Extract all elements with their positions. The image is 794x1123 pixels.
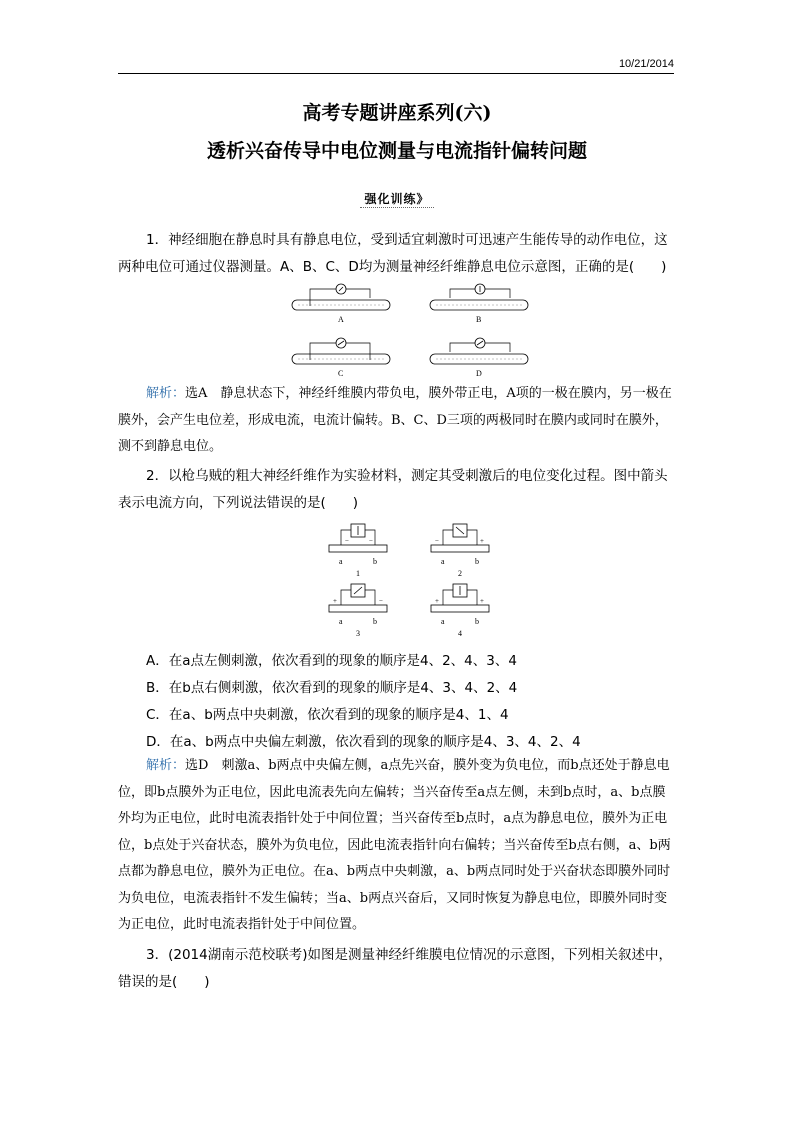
question-2: 2．以枪乌贼的粗大神经纤维作为实验材料，测定其受刺激后的电位变化过程。图中箭头表示电流方向，下列说法错误的是( ) bbox=[118, 468, 668, 511]
diagram-4 bbox=[431, 584, 489, 637]
svg-text:+: + bbox=[480, 537, 484, 545]
svg-text:+: + bbox=[435, 597, 439, 605]
svg-text:−: − bbox=[369, 537, 373, 545]
question-2-analysis bbox=[118, 753, 678, 939]
diagram-b bbox=[430, 284, 528, 324]
question-2-option-c: C．在a、b两点中央刺激，依次看到的现象的顺序是4、1、4 bbox=[146, 707, 509, 723]
question-2-option-d: D．在a、b两点中央偏左刺激，依次看到的现象的顺序是4、3、4、2、4 bbox=[146, 734, 581, 750]
header-rule bbox=[118, 73, 674, 74]
diagram-1-point-a: a bbox=[339, 557, 343, 566]
svg-text:−: − bbox=[379, 597, 383, 605]
diagram-2-label: 2 bbox=[458, 569, 462, 578]
question-3: 3．(2014湖南示范校联考)如图是测量神经纤维膜电位情况的示意图，下列相关叙述中，错误的是( ) bbox=[118, 947, 672, 990]
question-1-analysis-text: 选A 静息状态下，神经纤维膜内带负电，膜外带正电，A项的一极在膜内，另一极在膜外，会产生电位差，形成电流，电流计偏转。B、C、D三项的两极同时在膜内或同时在膜外，测不到静息电位。 bbox=[118, 386, 672, 454]
svg-text:−: − bbox=[345, 537, 349, 545]
question-2-analysis-label: 解析： bbox=[146, 758, 186, 773]
svg-text:+: + bbox=[480, 597, 484, 605]
diagram-3-point-b: b bbox=[373, 617, 377, 626]
question-1-analysis bbox=[118, 381, 678, 461]
diagram-1-label: 1 bbox=[356, 569, 360, 578]
diagram-2-point-b: b bbox=[475, 557, 479, 566]
diagram-2-point-a: a bbox=[441, 557, 445, 566]
diagram-a-label: A bbox=[338, 315, 344, 324]
header-date: 10/21/2014 bbox=[618, 58, 674, 70]
question-2-analysis-text: 选D 刺激a、b两点中央偏左侧，a点先兴奋，膜外变为负电位，而b点还处于静息电位，即b点膜外为正电位，因此电流表先向左偏转；当兴奋传至a点左侧，未到b点时，a、b点膜外均为正电位，此时电流表指针处于中间位置；当兴奋传至b点时，a点为静息电位，膜外为正电位，b点处于兴奋状态，膜外为负电位，因此电流表指针向右偏转；当兴奋传至b点右侧，a、b两点都为静息电位，膜外为正电位。在a、b两点中央刺激，a、b两点同时处于兴奋状态即膜外同时为负电位，电流表指针不发生偏转；当a、b两点兴奋后，又同时恢复为静息电位，即膜外同时变为正电位，此时电流表指针处于中间位置。 bbox=[118, 758, 671, 932]
diagram-1-point-b: b bbox=[373, 557, 377, 566]
diagram-a bbox=[292, 284, 390, 324]
practice-badge-text: 强化训练》 bbox=[360, 190, 433, 208]
diagram-1 bbox=[329, 524, 387, 578]
svg-text:+: + bbox=[333, 597, 337, 605]
diagram-d bbox=[430, 338, 528, 378]
diagram-4-label: 4 bbox=[458, 629, 462, 637]
question-1-analysis-label: 解析： bbox=[146, 386, 186, 401]
diagram-c bbox=[292, 338, 390, 378]
question-1-figure bbox=[280, 282, 530, 384]
svg-text:−: − bbox=[435, 537, 439, 545]
topic-title: 透析兴奋传导中电位测量与电流指针偏转问题 bbox=[206, 140, 587, 162]
diagram-3-point-a: a bbox=[339, 617, 343, 626]
diagram-2 bbox=[431, 524, 489, 578]
question-1: 1．神经细胞在静息时具有静息电位，受到适宜刺激时可迅速产生能传导的动作电位，这两种电位可通过仪器测量。A、B、C、D均为测量神经纤维静息电位示意图，正确的是( ) bbox=[118, 232, 668, 275]
diagram-4-point-b: b bbox=[475, 617, 479, 626]
diagram-3-label: 3 bbox=[356, 629, 360, 637]
practice-badge bbox=[0, 190, 794, 208]
diagram-c-label: C bbox=[338, 369, 344, 378]
series-title: 高考专题讲座系列(六) bbox=[302, 102, 492, 124]
diagram-b-label: B bbox=[476, 315, 482, 324]
diagram-4-point-a: a bbox=[441, 617, 445, 626]
question-2-option-b: B．在b点右侧刺激，依次看到的现象的顺序是4、3、4、2、4 bbox=[146, 680, 518, 696]
question-2-option-a: A．在a点左侧刺激，依次看到的现象的顺序是4、2、4、3、4 bbox=[146, 653, 517, 669]
question-2-figure bbox=[325, 521, 495, 637]
diagram-3 bbox=[329, 584, 387, 637]
diagram-d-label: D bbox=[476, 369, 482, 378]
